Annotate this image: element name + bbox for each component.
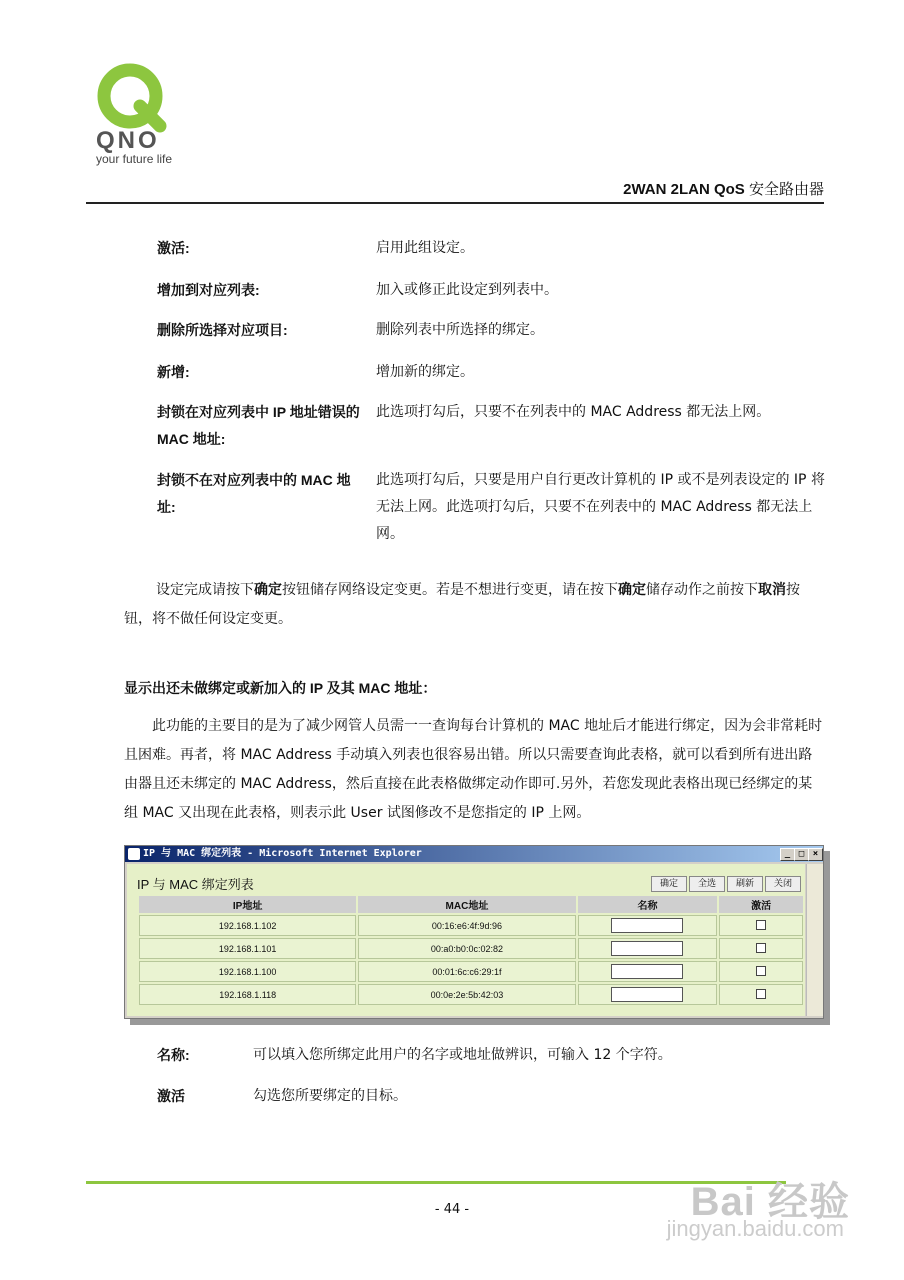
definition-term: 激活 (157, 1088, 185, 1104)
name-input[interactable] (611, 964, 683, 979)
para-text: 按钮，将不做任何设定变更。 (124, 582, 800, 627)
name-cell (578, 961, 718, 982)
definition-desc: 加入或修正此设定到列表中。 (376, 282, 558, 298)
header-title (623, 178, 824, 199)
definition-term: 封锁不在对应列表中的 MAC 地址: (157, 472, 351, 515)
column-header-mac: MAC地址 (358, 896, 575, 913)
header-divider (86, 202, 824, 204)
table-row (139, 938, 803, 959)
footer-divider (86, 1181, 786, 1184)
para-bold-confirm: 确定 (254, 582, 282, 598)
table-row (139, 915, 803, 936)
definition-desc: 此选项打勾后，只要是用户自行更改计算机的 IP 或不是列表设定的 IP 将无法上网。此选项打勾后，只要不在列表中的 MAC Address 都无法上网。 (376, 472, 825, 542)
minimize-icon[interactable]: _ (780, 848, 795, 861)
vertical-scrollbar[interactable] (806, 864, 823, 1016)
ie-content-area (127, 864, 805, 1016)
mac-cell: 00:0e:2e:5b:42:03 (358, 984, 575, 1005)
definition-desc: 启用此组设定。 (376, 240, 474, 256)
close-button[interactable]: 关闭 (765, 876, 801, 892)
activate-checkbox[interactable] (756, 943, 766, 953)
definition-term: 增加到对应列表: (157, 282, 260, 298)
activate-cell (719, 984, 803, 1005)
name-input[interactable] (611, 918, 683, 933)
mac-cell: 00:a0:b0:0c:02:82 (358, 938, 575, 959)
column-header-ip: IP地址 (139, 896, 356, 913)
logo-wordmark: QNO (96, 127, 160, 154)
definition-term: 激活: (157, 240, 190, 256)
select-all-button[interactable]: 全选 (689, 876, 725, 892)
definition-desc: 此选项打勾后，只要不在列表中的 MAC Address 都无法上网。 (376, 404, 771, 420)
save-instructions-paragraph (124, 576, 824, 634)
name-input[interactable] (611, 941, 683, 956)
ip-mac-binding-table (137, 894, 805, 1007)
header-title-cn: 安全路由器 (748, 181, 824, 198)
page-number: - 44 - (434, 1202, 470, 1217)
refresh-button[interactable]: 刷新 (727, 876, 763, 892)
para-bold-confirm: 确定 (618, 582, 646, 598)
ie-window-screenshot (124, 845, 824, 1019)
feature-description-paragraph: 此功能的主要目的是为了减少网管人员需一一查询每台计算机的 MAC 地址后才能进行绑定，因为会非常耗时且困难。再者，将 MAC Address 手动填入列表也很容易出错。所以只需要查询此表格，就可以看到所有进出路由器且还未绑定的 MAC Address，然后直接在此表格做绑定动作即可.另外，若您发现此表格出现已经绑定的某组 MAC 又出现在此表格，则表示此 User 试图修改不是您指定的 IP 上网。 (124, 718, 823, 821)
para-text: 按钮储存网络设定变更。若是不想进行变更，请在按下 (282, 582, 618, 598)
maximize-icon[interactable]: □ (794, 848, 809, 861)
ie-title-text: IP 与 MAC 绑定列表 - Microsoft Internet Explorer (143, 848, 422, 859)
baidu-watermark-url: jingyan.baidu.com (666, 1216, 844, 1241)
header-title-en: 2WAN 2LAN QoS (623, 181, 745, 198)
logo-tagline: your future life (96, 152, 173, 166)
name-input[interactable] (611, 987, 683, 1002)
name-cell (578, 915, 718, 936)
definition-desc: 增加新的绑定。 (376, 364, 474, 380)
mac-cell: 00:01:6c:c6:29:1f (358, 961, 575, 982)
ie-titlebar (125, 846, 823, 862)
activate-checkbox[interactable] (756, 989, 766, 999)
ip-cell: 192.168.1.102 (139, 915, 356, 936)
definition-desc: 删除列表中所选择的绑定。 (376, 322, 544, 338)
table-row (139, 961, 803, 982)
para-text: 设定完成请按下 (156, 582, 254, 598)
table-header-row (139, 896, 803, 913)
definition-term: 名称: (157, 1047, 190, 1063)
activate-cell (719, 938, 803, 959)
activate-checkbox[interactable] (756, 966, 766, 976)
definition-desc: 勾选您所要绑定的目标。 (253, 1088, 407, 1104)
close-icon[interactable]: × (808, 848, 823, 861)
activate-checkbox[interactable] (756, 920, 766, 930)
confirm-button[interactable]: 确定 (651, 876, 687, 892)
column-header-name: 名称 (578, 896, 718, 913)
para-bold-cancel: 取消 (758, 582, 786, 598)
section-heading: 显示出还未做绑定或新加入的 IP 及其 MAC 地址： (124, 680, 437, 696)
ip-cell: 192.168.1.101 (139, 938, 356, 959)
activate-cell (719, 915, 803, 936)
definition-term: 封锁在对应列表中 IP 地址错误的 MAC 地址: (157, 404, 360, 447)
para-text: 储存动作之前按下 (646, 582, 758, 598)
definition-term: 删除所选择对应项目: (157, 322, 288, 338)
page-heading: IP 与 MAC 绑定列表 (137, 877, 254, 892)
activate-cell (719, 961, 803, 982)
definition-term: 新增: (157, 364, 190, 380)
ie-app-icon (128, 848, 140, 860)
table-row (139, 984, 803, 1005)
ip-cell: 192.168.1.118 (139, 984, 356, 1005)
baidu-watermark: Bai 经验 (690, 1180, 850, 1224)
name-cell (578, 938, 718, 959)
mac-cell: 00:16:e6:4f:9d:96 (358, 915, 575, 936)
column-header-activate: 激活 (719, 896, 803, 913)
ip-cell: 192.168.1.100 (139, 961, 356, 982)
name-cell (578, 984, 718, 1005)
definition-desc: 可以填入您所绑定此用户的名字或地址做辨识，可输入 12 个字符。 (253, 1047, 672, 1063)
